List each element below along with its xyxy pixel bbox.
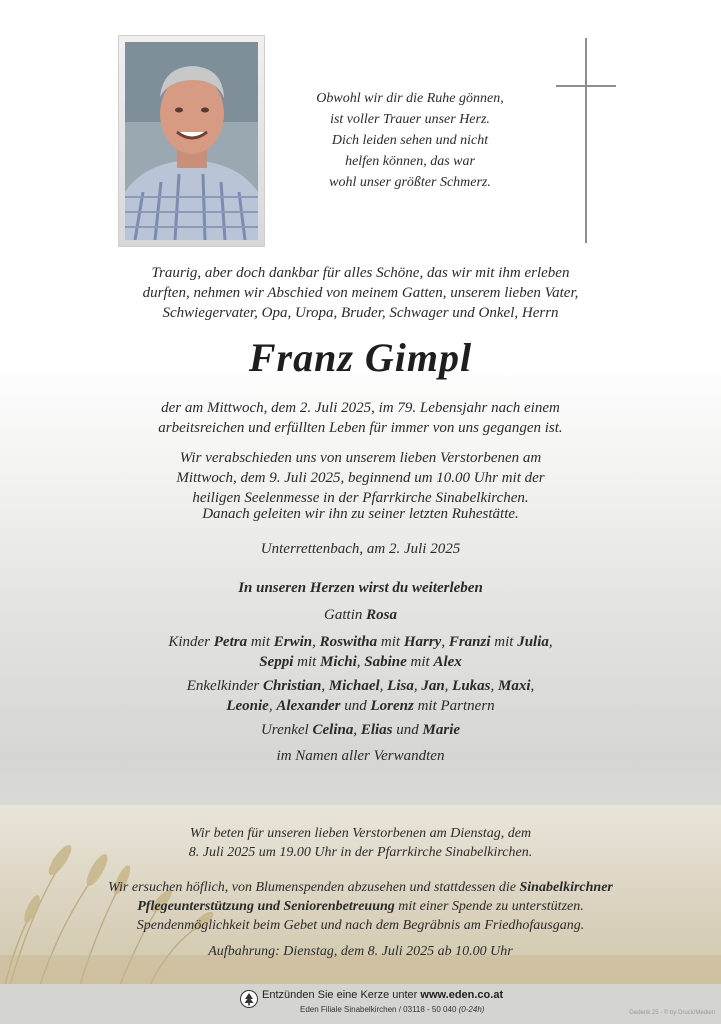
grandchild-name: Lukas <box>452 678 491 694</box>
intro-text <box>0 263 721 323</box>
portrait-photo <box>125 42 258 240</box>
prayer-line: Wir beten für unseren lieben Verstorbenen am Dienstag, dem <box>189 826 532 841</box>
child-name: Seppi <box>259 654 294 670</box>
partner-name: Erwin <box>273 634 313 650</box>
donation-text: Wir ersuchen höflich, von Blumenspenden abzusehen und stattdessen die <box>108 880 516 895</box>
poem-line: helfen können, das war <box>345 154 475 169</box>
partner-name: Michi <box>320 654 357 670</box>
funeral-line: Mittwoch, dem 9. Juli 2025, beginnend um 10.00 Uhr mit der <box>176 470 545 486</box>
intro-line: Schwiegervater, Opa, Uropa, Bruder, Schwager und Onkel, Herrn <box>162 305 559 321</box>
burial-info: Danach geleiten wir ihn zu seiner letzten Ruhestätte. <box>202 506 519 522</box>
child-name: Sabine <box>364 654 407 670</box>
and-word: und <box>344 698 367 714</box>
footer-bar <box>0 984 721 1024</box>
memorial-poem <box>300 88 520 193</box>
viewing-info: Aufbahrung: Dienstag, dem 8. Juli 2025 ab 10.00 Uhr <box>208 944 513 959</box>
grandchildren-line: Leonie, Alexander und Lorenz mit Partnern <box>226 698 495 714</box>
partner-name: Alex <box>433 654 462 670</box>
poem-line: Obwohl wir dir die Ruhe gönnen, <box>316 91 504 106</box>
grandchild-name: Michael <box>328 678 380 694</box>
prayer-info <box>0 824 721 862</box>
donation-org: Sinabelkirchner <box>519 880 613 895</box>
mit-word: mit <box>250 634 271 650</box>
child-name: Roswitha <box>319 634 378 650</box>
wife-label: Gattin <box>324 607 363 623</box>
grandchild-name: Christian <box>262 678 322 694</box>
wife-name: Rosa <box>366 607 397 623</box>
grandchild-name: Maxi <box>498 678 531 694</box>
children-label: Kinder <box>168 634 211 650</box>
children-line: Seppi mit Michi, Sabine mit Alex <box>259 654 462 670</box>
children-block <box>0 632 721 672</box>
donation-org: Pflegeunterstützung und Seniorenbetreuung <box>137 899 395 914</box>
place-date: Unterrettenbach, am 2. Juli 2025 <box>260 541 461 557</box>
branch-text: Eden Filiale Sinabelkirchen / 03118 - 50 040 <box>300 1005 457 1014</box>
partner-name: Julia <box>517 634 549 650</box>
donation-request <box>0 878 721 935</box>
intro-line: durften, nehmen wir Abschied von meinem Gatten, unserem lieben Vater, <box>142 285 579 301</box>
great-grandchild-name: Marie <box>422 722 461 738</box>
relatives-line: im Namen aller Verwandten <box>276 748 445 764</box>
cross-icon <box>556 38 616 243</box>
grandchildren-line: Enkelkinder Christian, Michael, Lisa, Jan, Lukas, Maxi, <box>186 678 535 694</box>
mit-word: mit <box>410 654 430 670</box>
grandchild-name: Alexander <box>276 698 341 714</box>
donation-line <box>0 897 721 916</box>
grandchild-name: Lisa <box>387 678 414 694</box>
donation-line <box>0 878 721 897</box>
death-notice <box>0 398 721 438</box>
deceased-name: Franz Gimpl <box>248 335 473 380</box>
poem-line: wohl unser größter Schmerz. <box>329 175 491 190</box>
poem-line: ist voller Trauer unser Herz. <box>330 112 490 127</box>
funeral-line: heiligen Seelenmesse in der Pfarrkirche Sinabelkirchen. <box>192 490 529 506</box>
great-grandchildren-label: Urenkel <box>260 722 309 738</box>
portrait-frame <box>119 36 264 246</box>
mit-word: mit <box>380 634 401 650</box>
eden-tree-icon <box>240 990 258 1008</box>
mourners-title: In unseren Herzen wirst du weiterleben <box>238 580 483 596</box>
branch-info <box>300 1005 484 1014</box>
funeral-info <box>0 448 721 508</box>
wife-line <box>0 605 721 625</box>
mit-word: mit <box>494 634 514 650</box>
grandchildren-block <box>0 676 721 716</box>
candle-link-line <box>262 989 503 1001</box>
mit-word: mit <box>297 654 317 670</box>
child-name: Franzi <box>448 634 491 650</box>
grandchild-name: Lorenz <box>370 698 414 714</box>
and-word: und <box>396 722 419 738</box>
child-name: Petra <box>213 634 248 650</box>
donation-text: mit einer Spende zu unterstützen. <box>398 899 584 914</box>
partners-suffix: mit Partnern <box>417 698 495 714</box>
print-credit: Gedenk 25 · © by Druck/Medien <box>629 1010 715 1016</box>
portrait-illustration <box>125 42 258 240</box>
eden-link[interactable]: www.eden.co.at <box>420 989 504 1001</box>
intro-line: Traurig, aber doch dankbar für alles Schöne, das wir mit ihm erleben <box>151 265 570 281</box>
great-grandchildren-line: Urenkel Celina, Elias und Marie <box>260 722 461 738</box>
death-line: arbeitsreichen und erfüllten Leben für immer von uns gegangen ist. <box>158 420 563 436</box>
great-grandchild-name: Celina <box>312 722 354 738</box>
children-line: Kinder Petra mit Erwin, Roswitha mit Harry, Franzi mit Julia, <box>168 634 553 650</box>
grandchild-name: Leonie <box>226 698 269 714</box>
prayer-line: 8. Juli 2025 um 19.00 Uhr in der Pfarrkirche Sinabelkirchen. <box>188 845 533 860</box>
grandchild-name: Jan <box>421 678 445 694</box>
poem-line: Dich leiden sehen und nicht <box>331 133 489 148</box>
funeral-line: Wir verabschieden uns von unserem lieben Verstorbenen am <box>179 450 542 466</box>
partner-name: Harry <box>403 634 442 650</box>
great-grandchild-name: Elias <box>360 722 393 738</box>
candle-text: Entzünden Sie eine Kerze unter <box>262 989 418 1001</box>
death-line: der am Mittwoch, dem 2. Juli 2025, im 79. Lebensjahr nach einem <box>161 400 560 416</box>
branch-hours: (0-24h) <box>458 1005 485 1014</box>
grandchildren-label: Enkelkinder <box>186 678 260 694</box>
donation-line: Spendenmöglichkeit beim Gebet und nach dem Begräbnis am Friedhofausgang. <box>136 918 585 933</box>
